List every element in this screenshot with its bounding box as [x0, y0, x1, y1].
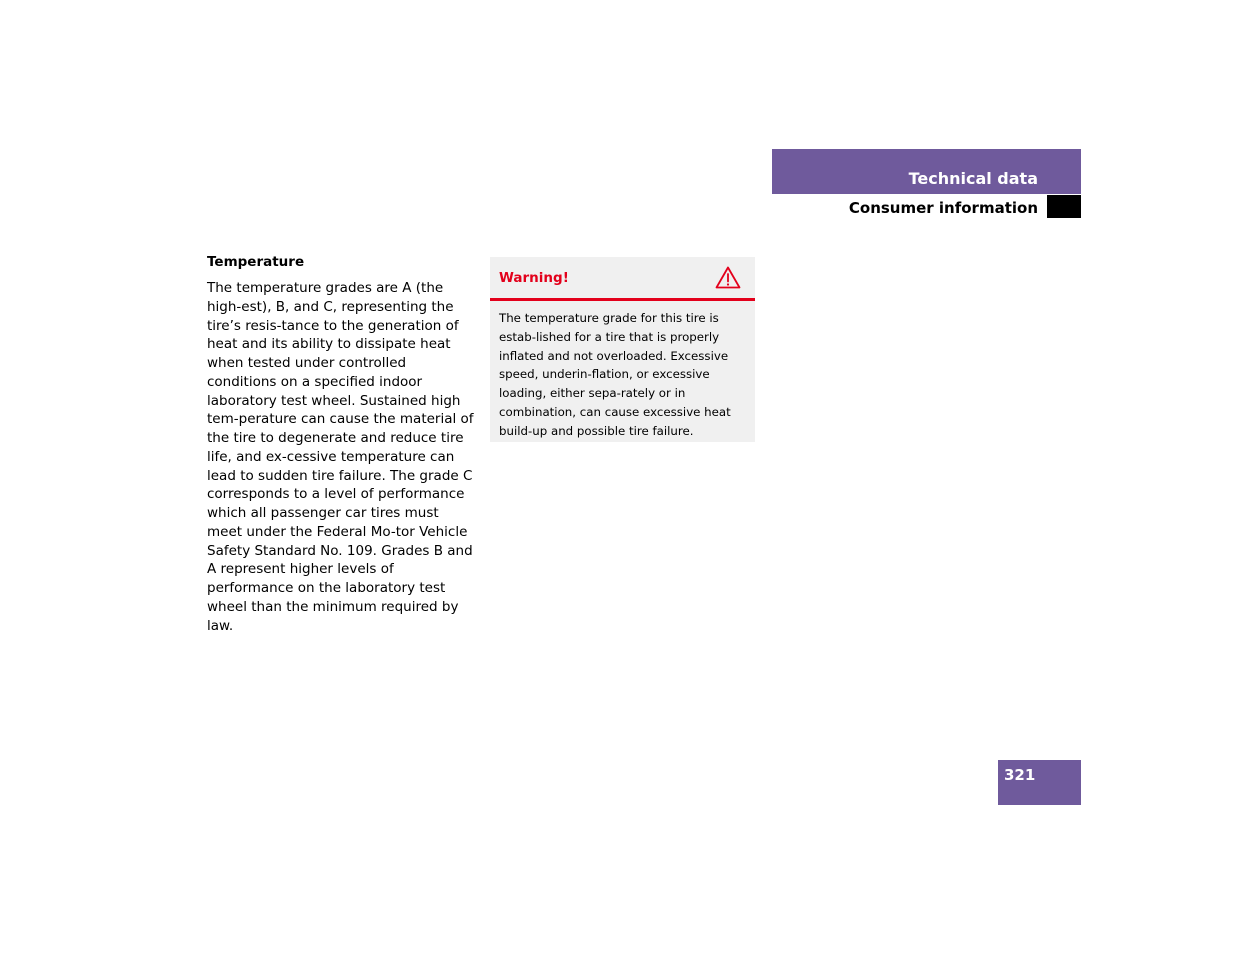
main-body-text: The temperature grades are A (the high-est), B, and C, representing the tire’s resis-tance to the generation of heat and its ability to dissipate heat when tested under controlled conditions on a specified indoor laboratory test wheel. Sustained high tem-perature can cause the material of the tire to degenerate and reduce tire life, and ex-cessive temperature can lead to sudden tire failure. The grade C corresponds to a level of performance which all passenger car tires must meet under the Federal Mo-tor Vehicle Safety Standard No. 109. Grades B and A represent higher levels of performance on the laboratory test wheel than the minimum required by law. [207, 280, 474, 634]
main-heading: Temperature [207, 254, 305, 270]
chapter-title: Technical data [908, 169, 1038, 188]
warning-title: Warning! [499, 270, 569, 286]
main-column [207, 254, 477, 635]
warning-box [490, 257, 755, 442]
section-title: Consumer information [848, 199, 1038, 217]
page-tab [998, 760, 1081, 805]
chapter-tab [772, 149, 1081, 194]
warning-triangle-icon [715, 266, 741, 289]
warning-body-text: The temperature grade for this tire is estab-lished for a tire that is properly inflated and not overloaded. Excessive speed, underin-flation, or excessive loading, either sepa-rately or in combination, can cause excessive heat build-up and possible tire failure. [499, 311, 731, 438]
page-number: 321 [1004, 766, 1036, 784]
section-marker [1047, 195, 1081, 218]
warning-header [490, 257, 755, 301]
